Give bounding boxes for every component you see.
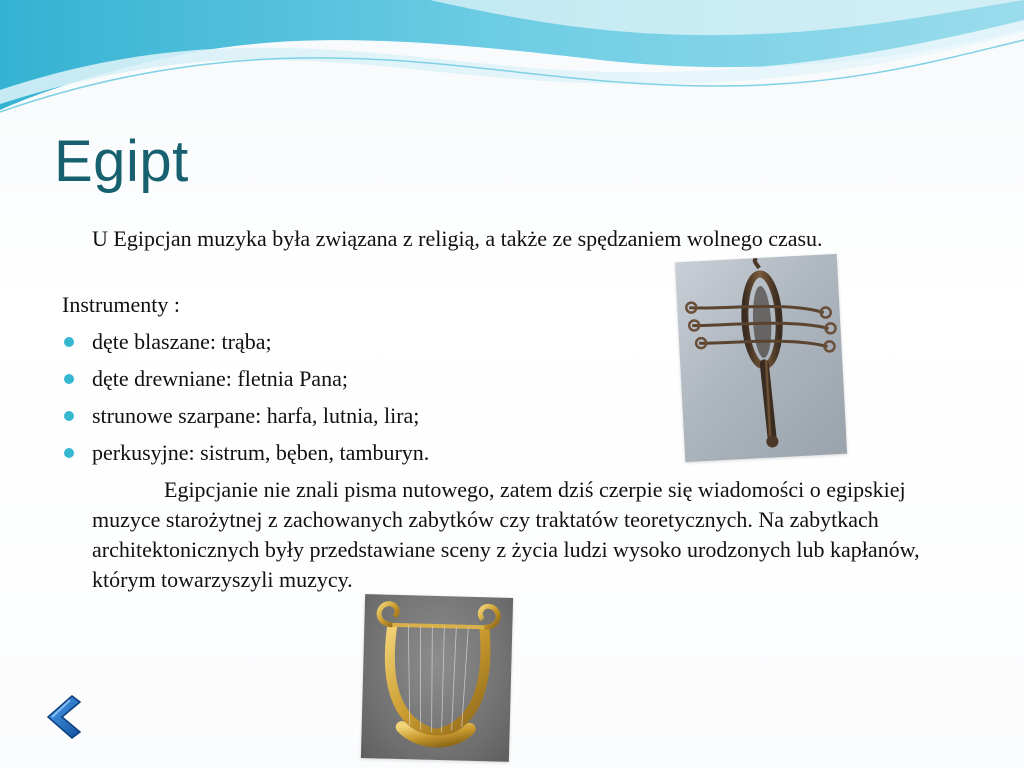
sistrum-illustration — [675, 254, 847, 462]
list-item — [62, 438, 429, 475]
bullet-icon — [64, 411, 74, 421]
bullet-icon — [64, 374, 74, 384]
list-item — [62, 364, 429, 401]
instruments-label: Instrumenty : — [62, 292, 180, 317]
slide-title: Egipt — [54, 129, 189, 194]
list-item-text: dęte drewniane: fletnia Pana; — [92, 366, 348, 391]
lyre-photo — [361, 594, 513, 762]
bullet-icon — [64, 448, 74, 458]
bullet-icon — [64, 337, 74, 347]
back-button[interactable] — [36, 692, 86, 742]
list-item-text: perkusyjne: sistrum, bęben, tamburyn. — [92, 440, 430, 465]
lyre-illustration — [361, 594, 513, 762]
intro-text: U Egipcjan muzyka była związana z religią, a także ze spędzaniem wolnego czasu. — [92, 226, 823, 251]
history-paragraph: Egipcjanie nie znali pisma nutowego, zatem dziś czerpie się wiadomości o egipskiej muzyce starożytnej z zachowanych zabytków czy traktatów teoretycznych. Na zabytkach architektonicznych były przedstawiane sceny z życia ludzi wysoko urodzonych lub kapłanów, którym towarzyszyli muzycy. — [92, 477, 920, 592]
instrument-list — [62, 327, 429, 475]
list-item — [62, 327, 429, 364]
sistrum-photo — [675, 254, 847, 462]
list-item-text: strunowe szarpane: harfa, lutnia, lira; — [92, 403, 420, 428]
chevron-left-icon — [36, 692, 86, 742]
list-item-text: dęte blaszane: trąba; — [92, 329, 272, 354]
list-item — [62, 401, 429, 438]
header-wave-decoration — [0, 0, 1024, 130]
